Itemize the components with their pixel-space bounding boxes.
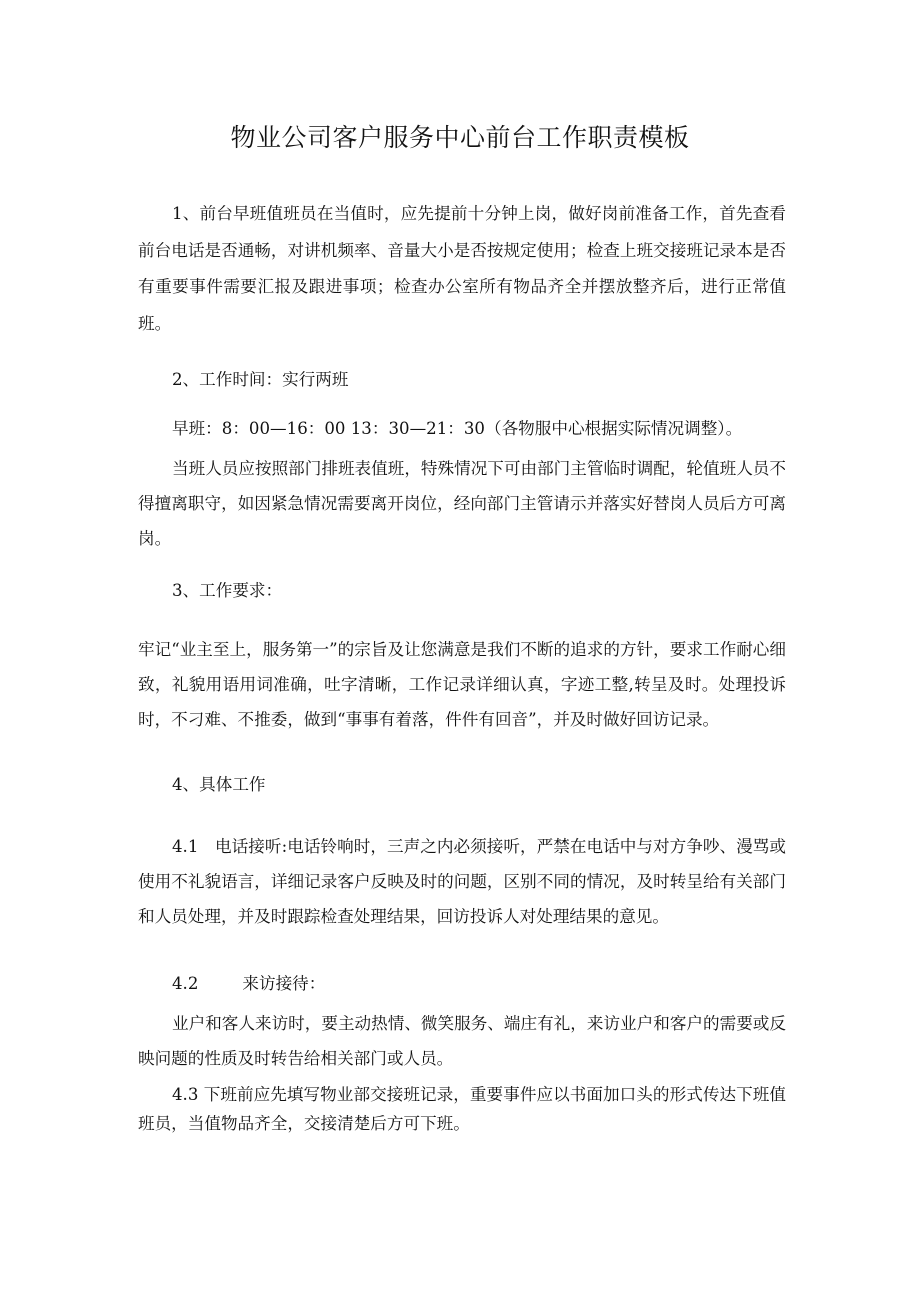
heading-2-work-hours: 2、工作时间：实行两班 <box>172 370 349 389</box>
heading-4-2-visitor-reception <box>172 972 325 996</box>
paragraph-4-3-handover: 4.3 下班前应先填写物业部交接班记录，重要事件应以书面加口头的形式传达下班值班员，当值物品齐全，交接清楚后方可下班。 <box>138 1085 786 1133</box>
paragraph-3-service-requirements: 牢记“业主至上，服务第一”的宗旨及让您满意是我们不断的追求的方针，要求工作耐心细致，礼貌用语用词准确，吐字清晰，工作记录详细认真，字迹工整,转呈及时。处理投诉时，不刁难、不推委，做到“事事有着落，件件有回音”，并及时做好回访记录。 <box>138 640 786 729</box>
paragraph-shift-times: 早班：8：00—16：00 13：30—21：30（各物服中心根据实际情况调整）。 <box>172 419 743 438</box>
heading-3-work-requirements: 3、工作要求： <box>172 581 283 600</box>
document-title: 物业公司客户服务中心前台工作职责模板 <box>230 123 690 152</box>
paragraph-1-shift-preparation: 1、前台早班值班员在当值时，应先提前十分钟上岗，做好岗前准备工作，首先查看前台电话是否通畅，对讲机频率、音量大小是否按规定使用；检查上班交接班记录本是否有重要事件需要汇报及跟进事项；检查办公室所有物品齐全并摆放整齐后，进行正常值班。 <box>138 204 786 333</box>
paragraph-duty-rules: 当班人员应按照部门排班表值班，特殊情况下可由部门主管临时调配，轮值班人员不得擅离职守，如因紧急情况需要离开岗位，经向部门主管请示并落实好替岗人员后方可离岗。 <box>138 459 786 548</box>
heading-4-2-label: 来访接待： <box>242 974 326 993</box>
paragraph-4-2-visitor-reception: 业户和客人来访时，要主动热情、微笑服务、端庄有礼，来访业户和客户的需要或反映问题的性质及时转告给相关部门或人员。 <box>138 1014 786 1068</box>
paragraph-4-1-phone-answering: 4.1 电话接听:电话铃响时，三声之内必须接听，严禁在电话中与对方争吵、漫骂或使用不礼貌语言，详细记录客户反映及时的问题，区别不同的情况，及时转呈给有关部门和人员处理，并及时跟踪检查处理结果，回访投诉人对处理结果的意见。 <box>138 837 786 926</box>
heading-4-2-number: 4.2 <box>172 974 199 993</box>
heading-4-specific-work: 4、具体工作 <box>172 775 266 794</box>
